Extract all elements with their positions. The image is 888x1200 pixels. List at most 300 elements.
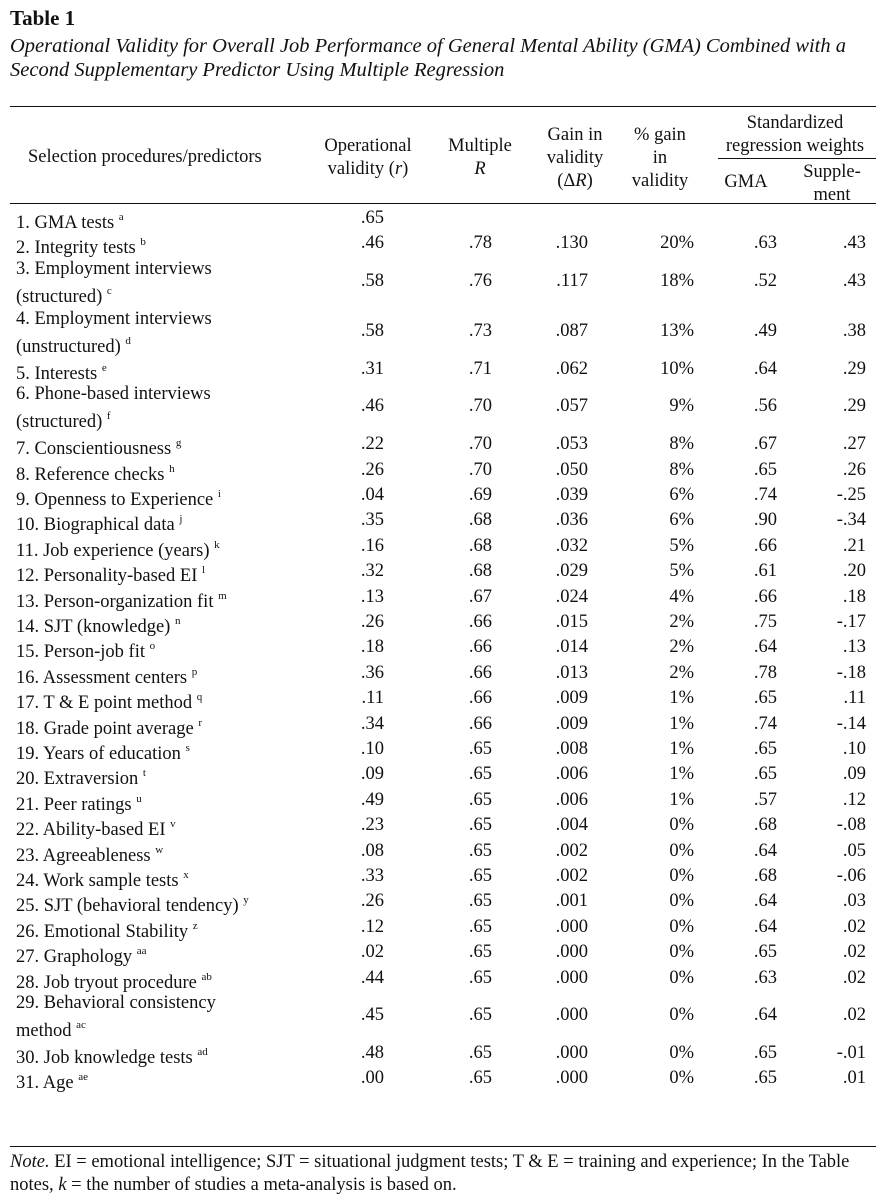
predictor-name xyxy=(16,433,316,461)
cell-gma: .64 xyxy=(753,840,777,861)
cell-supp: .43 xyxy=(842,233,866,254)
bottom-rule xyxy=(10,1146,876,1147)
cell-gain: .002 xyxy=(555,840,588,861)
footnote-marker: m xyxy=(218,589,227,602)
table-row xyxy=(0,433,888,458)
predictor-name xyxy=(16,586,316,614)
cell-r: .09 xyxy=(360,764,384,785)
cell-gma: .63 xyxy=(753,967,777,988)
cell-r: .31 xyxy=(360,358,384,379)
cell-pct: 1% xyxy=(669,789,694,810)
cell-r: .23 xyxy=(360,815,384,836)
cell-pct: 10% xyxy=(660,358,694,379)
table-row xyxy=(0,789,888,814)
predictor-name xyxy=(16,1042,316,1070)
table-row xyxy=(0,814,888,839)
predictor-name xyxy=(16,560,316,588)
cell-supp: .02 xyxy=(842,916,866,937)
cell-gma: .64 xyxy=(753,637,777,658)
cell-gain: .009 xyxy=(555,688,588,709)
footnote-marker: l xyxy=(202,564,206,577)
predictor-label: 6. Phone-based interviews (structured) xyxy=(16,384,211,433)
cell-R: .66 xyxy=(468,662,492,683)
table-row xyxy=(0,967,888,992)
header-supplement: Supple- ment xyxy=(803,162,861,205)
footnote-marker: z xyxy=(192,919,198,932)
cell-R: .66 xyxy=(468,713,492,734)
cell-pct: 1% xyxy=(669,764,694,785)
cell-supp: .03 xyxy=(842,891,866,912)
predictor-label: 2. Integrity tests xyxy=(16,238,136,259)
predictor-label: 26. Emotional Stability xyxy=(16,921,189,942)
cell-supp: -.08 xyxy=(836,815,866,836)
cell-gma: .68 xyxy=(753,815,777,836)
cell-r: .46 xyxy=(360,233,384,254)
cell-supp: .29 xyxy=(842,396,866,417)
table-row xyxy=(0,383,888,433)
footnote-marker: i xyxy=(217,488,221,500)
cell-gma: .65 xyxy=(753,688,777,709)
header-multiple-r: Multiple R xyxy=(448,136,512,179)
footnote-marker: n xyxy=(174,615,181,627)
cell-supp: .21 xyxy=(842,535,866,556)
predictor-label: 29. Behavioral consistency method xyxy=(16,993,216,1042)
cell-R: .65 xyxy=(468,967,492,988)
cell-r: .18 xyxy=(360,637,384,658)
cell-gma: .61 xyxy=(753,561,777,582)
cell-gain: .053 xyxy=(555,434,588,455)
footnote-marker: q xyxy=(196,691,203,704)
cell-R: .65 xyxy=(468,942,492,963)
footnote-marker: ab xyxy=(201,970,212,983)
cell-gain: .062 xyxy=(555,358,588,379)
cell-r: .33 xyxy=(360,866,384,886)
cell-gma: .74 xyxy=(753,485,777,505)
cell-r: .04 xyxy=(360,485,384,505)
predictor-name xyxy=(16,484,316,512)
cell-gain: .036 xyxy=(555,510,588,531)
cell-r: .44 xyxy=(360,967,384,988)
footnote-marker: o xyxy=(149,640,156,653)
predictor-label: 25. SJT (behavioral tendency) xyxy=(16,896,239,917)
cell-gma: .49 xyxy=(753,320,777,341)
cell-R: .66 xyxy=(468,612,492,632)
cell-pct: 8% xyxy=(669,459,694,480)
cell-r: .12 xyxy=(360,916,384,937)
cell-supp: .20 xyxy=(842,561,866,582)
cell-supp: .26 xyxy=(842,459,866,480)
cell-gain: .029 xyxy=(555,561,588,582)
cell-pct: 13% xyxy=(660,320,694,341)
footnote-marker: g xyxy=(175,437,182,450)
cell-R: .68 xyxy=(468,561,492,582)
table-row xyxy=(0,459,888,484)
footnote-marker: c xyxy=(106,284,112,297)
note-label: Note. xyxy=(10,1152,50,1172)
predictor-label: 12. Personality-based EI xyxy=(16,566,198,587)
cell-r: .58 xyxy=(360,270,384,291)
table-row xyxy=(0,611,888,636)
cell-gain: .008 xyxy=(555,739,588,759)
cell-R: .65 xyxy=(468,1043,492,1063)
cell-R: .68 xyxy=(468,535,492,556)
cell-gain: .039 xyxy=(555,485,588,505)
cell-r: .46 xyxy=(360,396,384,417)
cell-gma: .90 xyxy=(753,510,777,531)
cell-supp: -.06 xyxy=(836,866,866,886)
cell-R: .65 xyxy=(468,866,492,886)
cell-gma: .68 xyxy=(753,866,777,886)
cell-gain: .002 xyxy=(555,866,588,886)
footnote-marker: s xyxy=(185,742,190,754)
footnote-marker: v xyxy=(170,818,176,831)
cell-r: .32 xyxy=(360,561,384,582)
cell-r: .45 xyxy=(360,1005,384,1025)
cell-pct: 9% xyxy=(669,396,694,417)
predictor-label: 21. Peer ratings xyxy=(16,794,132,815)
cell-pct: 1% xyxy=(669,739,694,759)
cell-R: .78 xyxy=(468,233,492,254)
cell-supp: .10 xyxy=(842,739,866,759)
predictor-label: 28. Job tryout procedure xyxy=(16,972,197,993)
cell-R: .65 xyxy=(468,764,492,785)
cell-supp: -.17 xyxy=(836,612,866,632)
predictor-name xyxy=(16,662,316,690)
cell-R: .66 xyxy=(468,637,492,658)
footnote-marker: y xyxy=(243,894,249,907)
cell-R: .68 xyxy=(468,510,492,531)
cell-gain: .000 xyxy=(555,967,588,988)
cell-R: .65 xyxy=(468,815,492,836)
note-k: k xyxy=(58,1175,67,1195)
cell-gain: .000 xyxy=(555,1005,588,1025)
predictor-label: 17. T & E point method xyxy=(16,693,193,714)
predictor-name xyxy=(16,814,316,842)
cell-gma: .65 xyxy=(753,1043,777,1063)
cell-pct: 0% xyxy=(669,916,694,937)
cell-pct: 6% xyxy=(669,510,694,531)
cell-gain: .004 xyxy=(555,815,588,836)
cell-gain: .014 xyxy=(555,637,588,658)
cell-r: .34 xyxy=(360,713,384,734)
cell-supp: .02 xyxy=(842,967,866,988)
header-gain: Gain in validity (ΔR) xyxy=(546,125,604,191)
cell-supp: .43 xyxy=(842,270,866,291)
predictor-label: 13. Person-organization fit xyxy=(16,591,214,612)
predictor-label: 5. Interests xyxy=(16,363,98,384)
table-number: Table 1 xyxy=(10,6,76,30)
table-row xyxy=(0,890,888,915)
table-row xyxy=(0,713,888,738)
cell-gain: .087 xyxy=(555,320,588,341)
cell-gain: .050 xyxy=(555,459,588,480)
cell-R: .73 xyxy=(468,320,492,341)
table-row xyxy=(0,560,888,585)
predictor-name xyxy=(16,992,242,1043)
predictor-name xyxy=(16,1067,316,1095)
cell-gma: .66 xyxy=(753,535,777,556)
predictor-label: 9. Openness to Experience xyxy=(16,490,214,511)
cell-gain: .006 xyxy=(555,764,588,785)
cell-r: .48 xyxy=(360,1043,384,1063)
cell-gma: .64 xyxy=(753,358,777,379)
cell-gma: .63 xyxy=(753,233,777,254)
cell-supp: .01 xyxy=(842,1068,866,1089)
header-operational-validity: Operational validity (r) xyxy=(324,136,412,179)
footnote-marker: j xyxy=(179,513,183,526)
cell-gain: .000 xyxy=(555,1068,588,1089)
cell-gma: .75 xyxy=(753,612,777,632)
cell-pct: 4% xyxy=(669,586,694,607)
cell-gain: .032 xyxy=(555,535,588,556)
footnote-marker: h xyxy=(169,462,175,475)
cell-r: .00 xyxy=(360,1068,384,1089)
predictor-label: 27. Graphology xyxy=(16,947,133,968)
cell-gma: .65 xyxy=(753,764,777,785)
footnote-marker: e xyxy=(101,361,107,374)
table-row xyxy=(0,865,888,890)
footnote-marker: x xyxy=(183,869,189,881)
predictor-name xyxy=(16,308,242,359)
cell-pct: 6% xyxy=(669,485,694,505)
table-row xyxy=(0,1067,888,1092)
cell-r: .10 xyxy=(360,739,384,759)
predictor-name xyxy=(16,941,316,969)
cell-gma: .57 xyxy=(753,789,777,810)
table-row xyxy=(0,992,888,1042)
footnote-marker: r xyxy=(198,716,203,729)
cell-gma: .64 xyxy=(753,1005,777,1025)
predictor-label: 14. SJT (knowledge) xyxy=(16,617,171,638)
cell-supp: .02 xyxy=(842,942,866,963)
header-predictor: Selection procedures/predictors xyxy=(28,147,262,167)
predictor-label: 19. Years of education xyxy=(16,744,181,765)
predictor-label: 30. Job knowledge tests xyxy=(16,1048,193,1069)
cell-gain: .001 xyxy=(555,891,588,912)
footnote-marker: u xyxy=(136,792,142,805)
table-row xyxy=(0,258,888,308)
predictor-label: 8. Reference checks xyxy=(16,464,165,485)
cell-gma: .64 xyxy=(753,916,777,937)
cell-pct: 0% xyxy=(669,1005,694,1025)
table-title: Operational Validity for Overall Job Performance of General Mental Ability (GMA) Combined with a Second Supplementary Predictor Using Multiple Regression xyxy=(10,35,847,81)
table-row xyxy=(0,207,888,232)
predictor-name xyxy=(16,840,316,868)
cell-pct: 0% xyxy=(669,942,694,963)
cell-pct: 0% xyxy=(669,840,694,861)
cell-supp: .11 xyxy=(843,688,866,709)
table-note xyxy=(10,1151,878,1197)
predictor-name xyxy=(16,789,316,817)
footnote-marker: b xyxy=(140,236,146,249)
table-row xyxy=(0,662,888,687)
table-row xyxy=(0,586,888,611)
cell-r: .26 xyxy=(360,612,384,632)
cell-gma: .65 xyxy=(753,459,777,480)
predictor-label: 23. Agreeableness xyxy=(16,845,151,866)
cell-r: .02 xyxy=(360,942,384,963)
predictor-label: 1. GMA tests xyxy=(16,213,115,234)
header-std-weights: Standardized regression weights xyxy=(725,113,865,156)
cell-gma: .52 xyxy=(753,270,777,291)
footnote-marker: t xyxy=(142,767,146,780)
predictor-label: 20. Extraversion xyxy=(16,769,139,790)
predictor-name xyxy=(16,713,316,741)
footnote-marker: p xyxy=(191,665,198,678)
cell-r: .36 xyxy=(360,662,384,683)
table-row xyxy=(0,636,888,661)
footnote-marker: k xyxy=(214,538,220,551)
predictor-label: 18. Grade point average xyxy=(16,718,194,739)
footnote-marker: aa xyxy=(136,945,147,958)
cell-r: .11 xyxy=(361,688,384,709)
cell-pct: 20% xyxy=(660,233,694,254)
footnote-marker: d xyxy=(125,334,131,347)
cell-gma: .78 xyxy=(753,662,777,683)
table-row xyxy=(0,535,888,560)
footnote-marker: w xyxy=(155,843,164,856)
note-text-2: = the number of studies a meta-analysis is based on. xyxy=(66,1175,457,1195)
cell-R: .76 xyxy=(468,270,492,291)
table-row xyxy=(0,509,888,534)
cell-r: .13 xyxy=(360,586,384,607)
table-row xyxy=(0,358,888,383)
cell-pct: 0% xyxy=(669,1068,694,1089)
predictor-name xyxy=(16,232,316,260)
table-row xyxy=(0,840,888,865)
cell-gain: .117 xyxy=(556,270,588,291)
cell-r: .22 xyxy=(360,434,384,455)
cell-gma: .66 xyxy=(753,586,777,607)
cell-pct: 18% xyxy=(660,270,694,291)
predictor-name xyxy=(16,383,242,434)
predictor-label: 16. Assessment centers xyxy=(16,667,188,688)
cell-gma: .65 xyxy=(753,739,777,759)
predictor-name xyxy=(16,535,316,563)
cell-r: .35 xyxy=(360,510,384,531)
predictor-name xyxy=(16,890,316,918)
cell-R: .66 xyxy=(468,688,492,709)
table-row xyxy=(0,308,888,358)
note-text-1: EI = emotional intelligence; SJT = situational judgment tests; T & E = training and experience; In the Table notes, xyxy=(10,1152,850,1195)
cell-R: .65 xyxy=(468,1068,492,1089)
cell-gma: .64 xyxy=(753,891,777,912)
header-pct-gain: % gain in validity xyxy=(631,125,689,191)
cell-gain: .000 xyxy=(555,916,588,937)
table-row xyxy=(0,1042,888,1067)
predictor-name xyxy=(16,967,316,995)
cell-supp: -.34 xyxy=(836,510,866,531)
cell-pct: 2% xyxy=(669,637,694,658)
predictor-label: 3. Employment interviews (structured) xyxy=(16,258,212,307)
cell-R: .67 xyxy=(468,586,492,607)
predictor-name xyxy=(16,636,316,664)
table-row xyxy=(0,763,888,788)
cell-gma: .65 xyxy=(753,942,777,963)
cell-gain: .013 xyxy=(555,662,588,683)
cell-pct: 5% xyxy=(669,535,694,556)
predictor-label: 15. Person-job fit xyxy=(16,642,145,663)
table-row xyxy=(0,232,888,257)
cell-R: .71 xyxy=(468,358,492,379)
cell-pct: 0% xyxy=(669,967,694,988)
cell-supp: .29 xyxy=(842,358,866,379)
cell-supp: .18 xyxy=(842,586,866,607)
cell-supp: .12 xyxy=(842,789,866,810)
table-row xyxy=(0,687,888,712)
cell-R: .65 xyxy=(468,789,492,810)
cell-supp: .38 xyxy=(842,320,866,341)
cell-supp: .13 xyxy=(842,637,866,658)
cell-R: .70 xyxy=(468,459,492,480)
cell-supp: -.25 xyxy=(836,485,866,505)
cell-gma: .74 xyxy=(753,713,777,734)
cell-r: .65 xyxy=(360,208,384,228)
predictor-name xyxy=(16,509,316,537)
cell-gain: .057 xyxy=(555,396,588,417)
table-row xyxy=(0,484,888,509)
cell-gain: .000 xyxy=(555,942,588,963)
cell-gain: .130 xyxy=(555,233,588,254)
cell-gain: .015 xyxy=(555,612,588,632)
predictor-label: 7. Conscientiousness xyxy=(16,439,172,460)
cell-R: .65 xyxy=(468,916,492,937)
cell-r: .58 xyxy=(360,320,384,341)
cell-supp: .27 xyxy=(842,434,866,455)
footnote-marker: ad xyxy=(197,1046,208,1058)
cell-pct: 1% xyxy=(669,688,694,709)
predictor-name xyxy=(16,916,316,944)
cell-pct: 2% xyxy=(669,612,694,632)
cell-r: .08 xyxy=(360,840,384,861)
predictor-name xyxy=(16,611,316,639)
predictor-label: 22. Ability-based EI xyxy=(16,820,166,841)
cell-pct: 0% xyxy=(669,1043,694,1063)
header-gma: GMA xyxy=(724,172,768,192)
predictor-name xyxy=(16,207,316,235)
footnote-marker: a xyxy=(118,211,124,223)
cell-supp: -.18 xyxy=(836,662,866,683)
predictor-label: 31. Age xyxy=(16,1073,74,1094)
cell-r: .49 xyxy=(360,789,384,810)
cell-gma: .56 xyxy=(753,396,777,417)
predictor-label: 11. Job experience (years) xyxy=(16,540,210,561)
cell-R: .65 xyxy=(468,739,492,759)
cell-R: .70 xyxy=(468,434,492,455)
predictor-label: 10. Biographical data xyxy=(16,515,175,536)
cell-supp: .09 xyxy=(842,764,866,785)
cell-gain: .024 xyxy=(555,586,588,607)
cell-R: .69 xyxy=(468,485,492,505)
predictor-name xyxy=(16,687,316,715)
cell-R: .65 xyxy=(468,891,492,912)
footnote-marker: f xyxy=(106,410,111,423)
cell-gain: .000 xyxy=(555,1043,588,1063)
cell-R: .65 xyxy=(468,1005,492,1025)
cell-gma: .65 xyxy=(753,1068,777,1089)
cell-gma: .67 xyxy=(753,434,777,455)
cell-supp: .02 xyxy=(842,1005,866,1025)
table-row xyxy=(0,941,888,966)
cell-pct: 8% xyxy=(669,434,694,455)
predictor-name xyxy=(16,258,242,309)
cell-pct: 2% xyxy=(669,662,694,683)
predictor-name xyxy=(16,738,316,766)
cell-supp: .05 xyxy=(842,840,866,861)
cell-r: .26 xyxy=(360,891,384,912)
table-row xyxy=(0,738,888,763)
table-row xyxy=(0,916,888,941)
